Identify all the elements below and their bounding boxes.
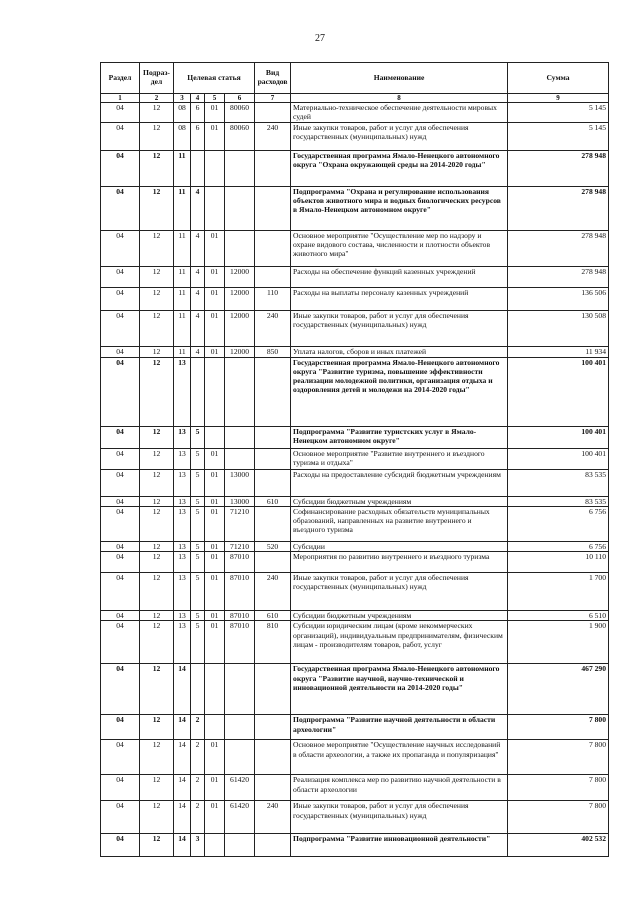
cell-expense-type: 110 — [255, 287, 291, 310]
cell-name: Подпрограмма "Развитие туристских услуг в Ямало-Ненецком автономном округе" — [291, 426, 508, 448]
cell-name: Материально-техническое обеспечение деятельности мировых судей — [291, 103, 508, 123]
cell-sum: 1 900 — [508, 621, 609, 664]
table-row — [101, 230, 609, 266]
column-number: 4 — [191, 94, 205, 103]
cell-event: 01 — [205, 740, 225, 775]
column-number: 3 — [174, 94, 191, 103]
cell-subprogram: 4 — [191, 186, 205, 230]
cell-name: Субсидии юридическим лицам (кроме некоммерческих организаций), индивидуальным предпринимателям, физическим лицам - производителям товаров, работ, услуг — [291, 621, 508, 664]
cell-direction — [225, 715, 255, 740]
cell-razdel: 04 — [101, 611, 140, 621]
cell-program: 11 — [174, 310, 191, 346]
cell-subprogram: 2 — [191, 801, 205, 834]
cell-name: Подпрограмма "Охрана и регулирование использования объектов животного мира и водных биологических ресурсов в Ямало-Ненецком автономном округе" — [291, 186, 508, 230]
cell-direction: 12000 — [225, 310, 255, 346]
cell-direction — [225, 357, 255, 426]
cell-event: 01 — [205, 621, 225, 664]
cell-razdel: 04 — [101, 801, 140, 834]
table-row — [101, 266, 609, 287]
cell-razdel: 04 — [101, 357, 140, 426]
cell-name: Иные закупки товаров, работ и услуг для обеспечения государственных (муниципальных) нужд — [291, 573, 508, 611]
cell-razdel: 04 — [101, 230, 140, 266]
cell-name: Основное мероприятие "Развитие внутреннего и въездного туризма и отдыха" — [291, 448, 508, 469]
table-row — [101, 469, 609, 496]
cell-event: 01 — [205, 775, 225, 801]
cell-razdel: 04 — [101, 122, 140, 150]
cell-podrazdel: 12 — [140, 310, 174, 346]
cell-sum: 11 934 — [508, 346, 609, 357]
cell-sum: 6 756 — [508, 506, 609, 541]
cell-name: Софинансирование расходных обязательств муниципальных образований, направленных на развитие внутреннего и въездного туризма — [291, 506, 508, 541]
cell-direction: 87010 — [225, 621, 255, 664]
cell-name: Уплата налогов, сборов и иных платежей — [291, 346, 508, 357]
cell-podrazdel: 12 — [140, 552, 174, 573]
cell-program: 13 — [174, 506, 191, 541]
cell-direction: 12000 — [225, 266, 255, 287]
cell-sum: 278 948 — [508, 266, 609, 287]
cell-event — [205, 150, 225, 186]
cell-razdel: 04 — [101, 310, 140, 346]
cell-event: 01 — [205, 103, 225, 123]
cell-event — [205, 186, 225, 230]
cell-program: 13 — [174, 357, 191, 426]
cell-subprogram: 5 — [191, 496, 205, 506]
cell-subprogram: 5 — [191, 552, 205, 573]
cell-expense-type — [255, 740, 291, 775]
cell-expense-type — [255, 506, 291, 541]
cell-subprogram: 4 — [191, 230, 205, 266]
cell-sum: 100 401 — [508, 426, 609, 448]
table-row — [101, 357, 609, 426]
cell-program: 13 — [174, 469, 191, 496]
cell-podrazdel: 12 — [140, 122, 174, 150]
cell-name: Реализация комплекса мер по развитию научной деятельности в области археологии — [291, 775, 508, 801]
cell-razdel: 04 — [101, 426, 140, 448]
cell-event: 01 — [205, 346, 225, 357]
table-row — [101, 621, 609, 664]
cell-sum: 278 948 — [508, 150, 609, 186]
cell-podrazdel: 12 — [140, 541, 174, 551]
cell-subprogram — [191, 150, 205, 186]
cell-subprogram — [191, 357, 205, 426]
table-row — [101, 186, 609, 230]
cell-podrazdel: 12 — [140, 287, 174, 310]
header-sum: Сумма — [508, 63, 609, 94]
cell-event — [205, 715, 225, 740]
cell-sum: 83 535 — [508, 496, 609, 506]
cell-name: Основное мероприятие "Осуществление научных исследований в области археологии, а также их пропаганда и популяризация" — [291, 740, 508, 775]
cell-expense-type: 240 — [255, 573, 291, 611]
cell-sum: 278 948 — [508, 230, 609, 266]
cell-expense-type: 610 — [255, 496, 291, 506]
cell-podrazdel: 12 — [140, 150, 174, 186]
cell-name: Субсидии — [291, 541, 508, 551]
cell-direction — [225, 834, 255, 857]
cell-podrazdel: 12 — [140, 506, 174, 541]
cell-podrazdel: 12 — [140, 834, 174, 857]
cell-event — [205, 664, 225, 715]
cell-expense-type — [255, 150, 291, 186]
cell-podrazdel: 12 — [140, 186, 174, 230]
cell-podrazdel: 12 — [140, 496, 174, 506]
cell-razdel: 04 — [101, 573, 140, 611]
cell-event — [205, 357, 225, 426]
table-row — [101, 775, 609, 801]
table-body — [101, 103, 609, 857]
cell-program: 08 — [174, 122, 191, 150]
cell-expense-type — [255, 552, 291, 573]
cell-podrazdel: 12 — [140, 611, 174, 621]
cell-name: Основное мероприятие "Осуществление мер по надзору и охране видового состава, численности и плотности объектов животного мира" — [291, 230, 508, 266]
cell-podrazdel: 12 — [140, 448, 174, 469]
cell-podrazdel: 12 — [140, 230, 174, 266]
cell-expense-type: 850 — [255, 346, 291, 357]
column-number: 8 — [291, 94, 508, 103]
cell-event: 01 — [205, 801, 225, 834]
cell-program: 11 — [174, 150, 191, 186]
budget-table — [100, 62, 609, 857]
cell-event: 01 — [205, 541, 225, 551]
cell-sum: 7 800 — [508, 775, 609, 801]
cell-program: 14 — [174, 775, 191, 801]
cell-sum: 10 110 — [508, 552, 609, 573]
cell-name: Иные закупки товаров, работ и услуг для обеспечения государственных (муниципальных) нужд — [291, 122, 508, 150]
cell-program: 11 — [174, 287, 191, 310]
header-row — [101, 63, 609, 94]
cell-direction — [225, 150, 255, 186]
cell-program: 13 — [174, 496, 191, 506]
cell-razdel: 04 — [101, 266, 140, 287]
cell-razdel: 04 — [101, 621, 140, 664]
table-row — [101, 715, 609, 740]
cell-direction: 13000 — [225, 496, 255, 506]
cell-razdel: 04 — [101, 834, 140, 857]
cell-program: 14 — [174, 801, 191, 834]
cell-podrazdel: 12 — [140, 426, 174, 448]
cell-razdel: 04 — [101, 469, 140, 496]
cell-expense-type: 240 — [255, 801, 291, 834]
cell-program: 14 — [174, 664, 191, 715]
cell-name: Государственная программа Ямало-Ненецкого автономного округа "Охрана окружающей среды на 2014-2020 годы" — [291, 150, 508, 186]
column-number-row — [101, 94, 609, 103]
cell-event: 01 — [205, 310, 225, 346]
cell-razdel: 04 — [101, 346, 140, 357]
page-number: 27 — [315, 33, 325, 44]
cell-podrazdel: 12 — [140, 621, 174, 664]
cell-direction — [225, 230, 255, 266]
cell-razdel: 04 — [101, 287, 140, 310]
table-row — [101, 346, 609, 357]
cell-expense-type: 610 — [255, 611, 291, 621]
cell-name: Расходы на предоставление субсидий бюджетным учреждениям — [291, 469, 508, 496]
cell-sum: 1 700 — [508, 573, 609, 611]
cell-razdel: 04 — [101, 541, 140, 551]
cell-expense-type — [255, 834, 291, 857]
cell-direction — [225, 186, 255, 230]
cell-razdel: 04 — [101, 552, 140, 573]
cell-subprogram: 4 — [191, 346, 205, 357]
table-row — [101, 287, 609, 310]
column-number: 6 — [225, 94, 255, 103]
cell-subprogram: 5 — [191, 611, 205, 621]
cell-razdel: 04 — [101, 664, 140, 715]
table-row — [101, 496, 609, 506]
cell-expense-type — [255, 715, 291, 740]
cell-direction: 80060 — [225, 122, 255, 150]
cell-expense-type — [255, 775, 291, 801]
header-name: Наименование — [291, 63, 508, 94]
cell-podrazdel: 12 — [140, 103, 174, 123]
cell-program: 11 — [174, 266, 191, 287]
cell-program: 13 — [174, 448, 191, 469]
cell-expense-type: 810 — [255, 621, 291, 664]
cell-event — [205, 834, 225, 857]
cell-program: 13 — [174, 541, 191, 551]
cell-sum: 136 506 — [508, 287, 609, 310]
cell-name: Расходы на обеспечение функций казенных учреждений — [291, 266, 508, 287]
cell-sum: 5 145 — [508, 103, 609, 123]
cell-subprogram: 6 — [191, 122, 205, 150]
cell-razdel: 04 — [101, 103, 140, 123]
cell-podrazdel: 12 — [140, 801, 174, 834]
cell-subprogram: 2 — [191, 740, 205, 775]
column-number: 1 — [101, 94, 140, 103]
cell-razdel: 04 — [101, 715, 140, 740]
cell-program: 13 — [174, 426, 191, 448]
cell-direction: 80060 — [225, 103, 255, 123]
cell-expense-type — [255, 469, 291, 496]
cell-program: 14 — [174, 740, 191, 775]
table-row — [101, 310, 609, 346]
cell-subprogram: 4 — [191, 310, 205, 346]
cell-podrazdel: 12 — [140, 775, 174, 801]
cell-event: 01 — [205, 469, 225, 496]
cell-event: 01 — [205, 266, 225, 287]
table-row — [101, 426, 609, 448]
cell-event: 01 — [205, 448, 225, 469]
table-row — [101, 834, 609, 857]
cell-name: Подпрограмма "Развитие научной деятельности в области археологии" — [291, 715, 508, 740]
cell-event: 01 — [205, 496, 225, 506]
cell-direction: 12000 — [225, 346, 255, 357]
cell-razdel: 04 — [101, 775, 140, 801]
cell-sum: 100 401 — [508, 357, 609, 426]
cell-sum: 5 145 — [508, 122, 609, 150]
cell-expense-type — [255, 357, 291, 426]
cell-expense-type — [255, 186, 291, 230]
cell-program: 13 — [174, 621, 191, 664]
column-number: 7 — [255, 94, 291, 103]
cell-razdel: 04 — [101, 740, 140, 775]
table-row — [101, 552, 609, 573]
cell-sum: 6 510 — [508, 611, 609, 621]
cell-name: Субсидии бюджетным учреждениям — [291, 611, 508, 621]
cell-direction: 61420 — [225, 801, 255, 834]
cell-subprogram: 4 — [191, 287, 205, 310]
cell-event: 01 — [205, 611, 225, 621]
cell-name: Расходы на выплаты персоналу казенных учреждений — [291, 287, 508, 310]
cell-direction: 61420 — [225, 775, 255, 801]
cell-sum: 402 532 — [508, 834, 609, 857]
header-expense-type: Вид расходов — [255, 63, 291, 94]
column-number: 2 — [140, 94, 174, 103]
cell-event: 01 — [205, 122, 225, 150]
cell-expense-type — [255, 426, 291, 448]
cell-program: 11 — [174, 230, 191, 266]
cell-program: 13 — [174, 611, 191, 621]
cell-program: 14 — [174, 834, 191, 857]
cell-direction: 87010 — [225, 552, 255, 573]
cell-subprogram: 2 — [191, 715, 205, 740]
cell-subprogram: 3 — [191, 834, 205, 857]
table-row — [101, 506, 609, 541]
cell-name: Субсидии бюджетным учреждениям — [291, 496, 508, 506]
cell-razdel: 04 — [101, 186, 140, 230]
cell-subprogram: 5 — [191, 426, 205, 448]
cell-podrazdel: 12 — [140, 469, 174, 496]
table-row — [101, 541, 609, 551]
cell-podrazdel: 12 — [140, 573, 174, 611]
header-target-article: Целевая статья — [174, 63, 255, 94]
table-row — [101, 664, 609, 715]
header-razdel: Раздел — [101, 63, 140, 94]
cell-podrazdel: 12 — [140, 346, 174, 357]
cell-event: 01 — [205, 230, 225, 266]
cell-program: 13 — [174, 552, 191, 573]
cell-podrazdel: 12 — [140, 357, 174, 426]
cell-podrazdel: 12 — [140, 740, 174, 775]
cell-razdel: 04 — [101, 496, 140, 506]
cell-expense-type: 520 — [255, 541, 291, 551]
cell-sum: 467 290 — [508, 664, 609, 715]
cell-event: 01 — [205, 573, 225, 611]
cell-direction: 13000 — [225, 469, 255, 496]
cell-razdel: 04 — [101, 448, 140, 469]
table-row — [101, 448, 609, 469]
cell-sum: 7 800 — [508, 801, 609, 834]
cell-direction: 87010 — [225, 611, 255, 621]
cell-sum: 278 948 — [508, 186, 609, 230]
cell-sum: 7 800 — [508, 715, 609, 740]
cell-expense-type — [255, 230, 291, 266]
cell-name: Иные закупки товаров, работ и услуг для обеспечения государственных (муниципальных) нужд — [291, 801, 508, 834]
cell-direction: 87010 — [225, 573, 255, 611]
cell-program: 13 — [174, 573, 191, 611]
cell-expense-type: 240 — [255, 310, 291, 346]
table-row — [101, 150, 609, 186]
cell-name: Государственная программа Ямало-Ненецкого автономного округа "Развитие туризма, повышение эффективности реализации молодежной политики, организация отдыха и оздоровления детей и молодежи на 2014-2020 годы" — [291, 357, 508, 426]
cell-name: Иные закупки товаров, работ и услуг для обеспечения государственных (муниципальных) нужд — [291, 310, 508, 346]
cell-name: Мероприятия по развитию внутреннего и въездного туризма — [291, 552, 508, 573]
cell-sum: 83 535 — [508, 469, 609, 496]
cell-subprogram: 5 — [191, 541, 205, 551]
cell-subprogram — [191, 664, 205, 715]
table-row — [101, 740, 609, 775]
cell-event: 01 — [205, 287, 225, 310]
cell-direction — [225, 740, 255, 775]
cell-name: Подпрограмма "Развитие инновационной деятельности" — [291, 834, 508, 857]
cell-podrazdel: 12 — [140, 266, 174, 287]
column-number: 5 — [205, 94, 225, 103]
table-row — [101, 801, 609, 834]
cell-subprogram: 2 — [191, 775, 205, 801]
cell-direction — [225, 448, 255, 469]
table-row — [101, 122, 609, 150]
cell-subprogram: 4 — [191, 266, 205, 287]
cell-event — [205, 426, 225, 448]
cell-sum: 100 401 — [508, 448, 609, 469]
cell-subprogram: 5 — [191, 448, 205, 469]
table-row — [101, 573, 609, 611]
table-row — [101, 103, 609, 123]
cell-expense-type: 240 — [255, 122, 291, 150]
cell-subprogram: 5 — [191, 621, 205, 664]
cell-direction: 12000 — [225, 287, 255, 310]
cell-program: 08 — [174, 103, 191, 123]
cell-podrazdel: 12 — [140, 715, 174, 740]
cell-sum: 6 756 — [508, 541, 609, 551]
cell-subprogram: 5 — [191, 506, 205, 541]
cell-subprogram: 5 — [191, 469, 205, 496]
header-podrazdel: Подраз-дел — [140, 63, 174, 94]
cell-direction: 71210 — [225, 506, 255, 541]
cell-sum: 130 508 — [508, 310, 609, 346]
cell-direction — [225, 664, 255, 715]
cell-direction — [225, 426, 255, 448]
cell-expense-type — [255, 266, 291, 287]
cell-program: 14 — [174, 715, 191, 740]
cell-expense-type — [255, 448, 291, 469]
cell-razdel: 04 — [101, 150, 140, 186]
cell-subprogram: 5 — [191, 573, 205, 611]
cell-expense-type — [255, 103, 291, 123]
column-number: 9 — [508, 94, 609, 103]
cell-expense-type — [255, 664, 291, 715]
cell-program: 11 — [174, 346, 191, 357]
cell-subprogram: 6 — [191, 103, 205, 123]
cell-program: 11 — [174, 186, 191, 230]
cell-podrazdel: 12 — [140, 664, 174, 715]
cell-sum: 7 800 — [508, 740, 609, 775]
table-row — [101, 611, 609, 621]
cell-event: 01 — [205, 506, 225, 541]
cell-direction: 71210 — [225, 541, 255, 551]
cell-name: Государственная программа Ямало-Ненецкого автономного округа "Развитие научной, научно-технической и инновационной деятельности на 2014-2020 годы" — [291, 664, 508, 715]
cell-razdel: 04 — [101, 506, 140, 541]
cell-event: 01 — [205, 552, 225, 573]
